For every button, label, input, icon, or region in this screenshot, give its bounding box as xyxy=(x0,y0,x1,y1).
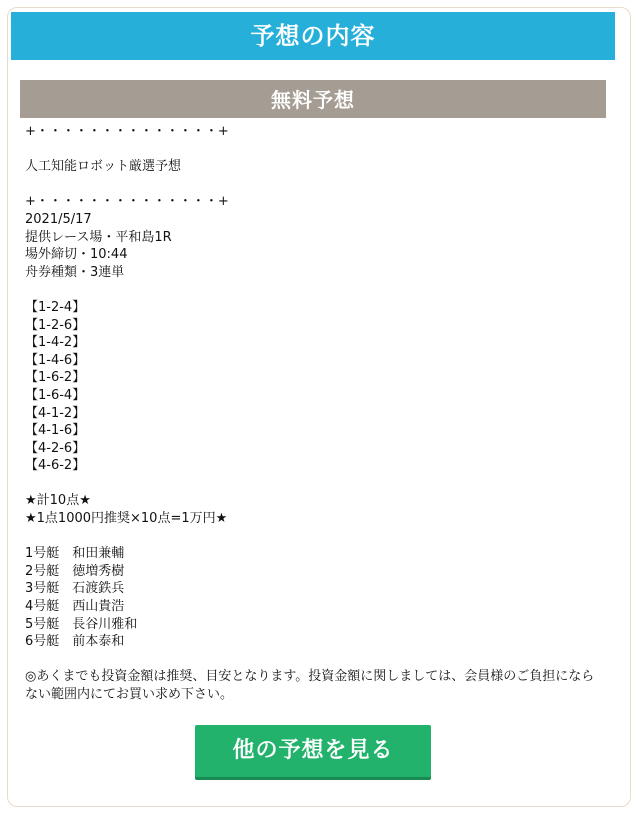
combination-item: 【1-6-4】 xyxy=(25,387,86,403)
prediction-content xyxy=(25,123,605,704)
investment-note: ◎あくまでも投資金額は推奨、目安となります。投資金額に関しましては、会員様のご負担にならない範囲内にてお買い求め下さい。 xyxy=(25,669,595,702)
combination-item: 【1-6-2】 xyxy=(25,370,86,386)
divider-bottom: +・・・・・・・・・・・・・・+ xyxy=(25,194,229,210)
boat-entry: 5号艇 長谷川雅和 xyxy=(25,616,138,632)
combination-item: 【4-1-2】 xyxy=(25,405,86,421)
page-title: 予想の内容 xyxy=(11,12,615,60)
divider-top: +・・・・・・・・・・・・・・+ xyxy=(25,124,229,139)
combination-item: 【1-2-6】 xyxy=(25,317,86,333)
boat-entry: 4号艇 西山貴浩 xyxy=(25,599,125,615)
total-points: ★計10点★ xyxy=(25,493,91,509)
race-venue: 提供レース場・平和島1R xyxy=(25,229,172,245)
blank-line xyxy=(25,475,605,493)
boat-entry: 1号艇 和田兼輔 xyxy=(25,546,125,562)
boat-entry: 2号艇 徳増秀樹 xyxy=(25,563,125,579)
blank-line xyxy=(25,176,605,194)
combination-item: 【1-4-6】 xyxy=(25,352,86,368)
race-date: 2021/5/17 xyxy=(25,211,92,227)
race-deadline: 場外締切・10:44 xyxy=(25,247,128,263)
recommended-bet: ★1点1000円推奨×10点=1万円★ xyxy=(25,511,228,527)
view-other-predictions-button[interactable]: 他の予想を見る xyxy=(195,725,431,777)
combination-item: 【1-2-4】 xyxy=(25,299,86,315)
combination-item: 【4-2-6】 xyxy=(25,440,86,456)
blank-line xyxy=(25,141,605,159)
boat-entry: 6号艇 前本泰和 xyxy=(25,634,125,650)
combination-item: 【1-4-2】 xyxy=(25,335,86,351)
combination-item: 【4-6-2】 xyxy=(25,458,86,474)
blank-line xyxy=(25,528,605,546)
robot-title: 人工知能ロボット厳選予想 xyxy=(25,159,182,175)
blank-line xyxy=(25,281,605,299)
blank-line xyxy=(25,651,605,669)
section-title: 無料予想 xyxy=(20,80,606,118)
combination-item: 【4-1-6】 xyxy=(25,423,86,439)
ticket-type: 舟券種類・3連単 xyxy=(25,264,125,280)
boat-entry: 3号艇 石渡鉄兵 xyxy=(25,581,125,597)
